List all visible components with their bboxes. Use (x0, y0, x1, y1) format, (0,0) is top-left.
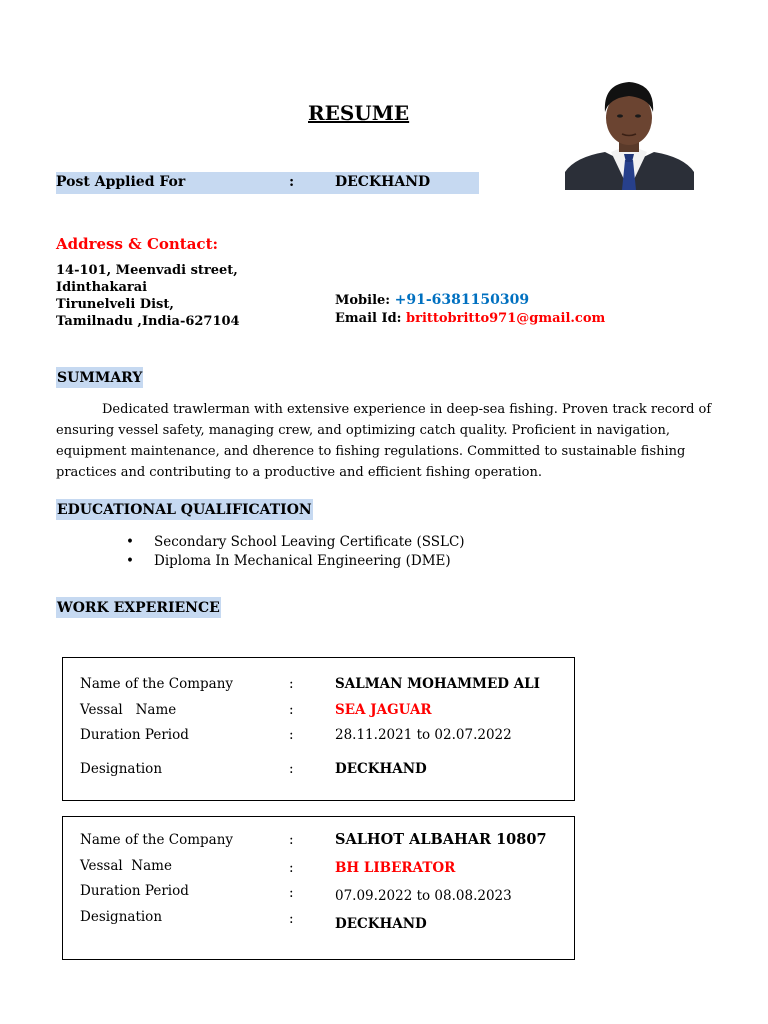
colon: : (289, 702, 294, 718)
company-label: Name of the Company (80, 676, 234, 692)
colon: : (289, 885, 294, 901)
colon: : (289, 860, 294, 876)
post-applied-colon: : (289, 174, 295, 190)
resume-title: RESUME (308, 101, 410, 125)
vessel-value: BH LIBERATOR (335, 860, 456, 876)
company-value: SALMAN MOHAMMED ALI (335, 676, 540, 692)
duration-label: Duration Period (80, 727, 189, 743)
address-line: 14-101, Meenvadi street, (56, 263, 238, 278)
colon: : (289, 676, 294, 692)
education-heading: EDUCATIONAL QUALIFICATION (56, 499, 313, 520)
summary-heading: SUMMARY (56, 367, 143, 388)
designation-value: DECKHAND (335, 761, 427, 777)
colon: : (289, 832, 294, 848)
company-value: SALHOT ALBAHAR 10807 (335, 831, 547, 848)
mobile-label: Mobile: (335, 293, 391, 308)
company-label: Name of the Company (80, 832, 234, 848)
contact-block (335, 291, 605, 328)
work-heading: WORK EXPERIENCE (56, 597, 221, 618)
list-item (126, 552, 465, 571)
list-item (126, 533, 465, 552)
address-heading: Address & Contact: (56, 235, 219, 253)
designation-label: Designation (80, 909, 163, 925)
profile-photo (565, 72, 694, 190)
duration-value: 28.11.2021 to 02.07.2022 (335, 727, 512, 743)
address-line: Tirunelveli Dist, (56, 297, 174, 312)
summary-text: Dedicated trawlerman with extensive experience in deep-sea fishing. Proven track record of ensuring vessel safety, managing crew, and optimizing catch quality. Proficient in navigation, equipment maintenance, and dherence to fishing regulations. Committed to sustainable fishing practices and contributing to a productive and efficient fishing operation. (56, 402, 712, 480)
vessel-value: SEA JAGUAR (335, 702, 432, 718)
bullet: • (126, 534, 134, 550)
education-item: Diploma In Mechanical Engineering (DME) (154, 553, 451, 569)
designation-value: DECKHAND (335, 916, 427, 932)
vessel-label: Vessal Name (80, 702, 177, 718)
colon: : (289, 911, 294, 927)
bullet: • (126, 553, 134, 569)
mobile-value[interactable]: +91-6381150309 (394, 292, 530, 308)
designation-label: Designation (80, 761, 163, 777)
address-block (56, 262, 240, 330)
duration-value: 07.09.2022 to 08.08.2023 (335, 888, 512, 904)
post-applied-bar (56, 172, 479, 194)
vessel-label: Vessal Name (80, 858, 172, 874)
colon: : (289, 761, 294, 777)
education-list (126, 533, 465, 571)
email-label: Email Id: (335, 311, 402, 326)
duration-label: Duration Period (80, 883, 189, 899)
colon: : (289, 727, 294, 743)
address-line: Idinthakarai (56, 280, 148, 295)
email-value[interactable]: brittobritto971@gmail.com (406, 311, 606, 326)
address-line: Tamilnadu ,India-627104 (56, 314, 240, 329)
post-applied-value: DECKHAND (335, 174, 431, 190)
education-item: Secondary School Leaving Certificate (SSLC) (154, 534, 465, 550)
post-applied-label: Post Applied For (56, 174, 186, 190)
